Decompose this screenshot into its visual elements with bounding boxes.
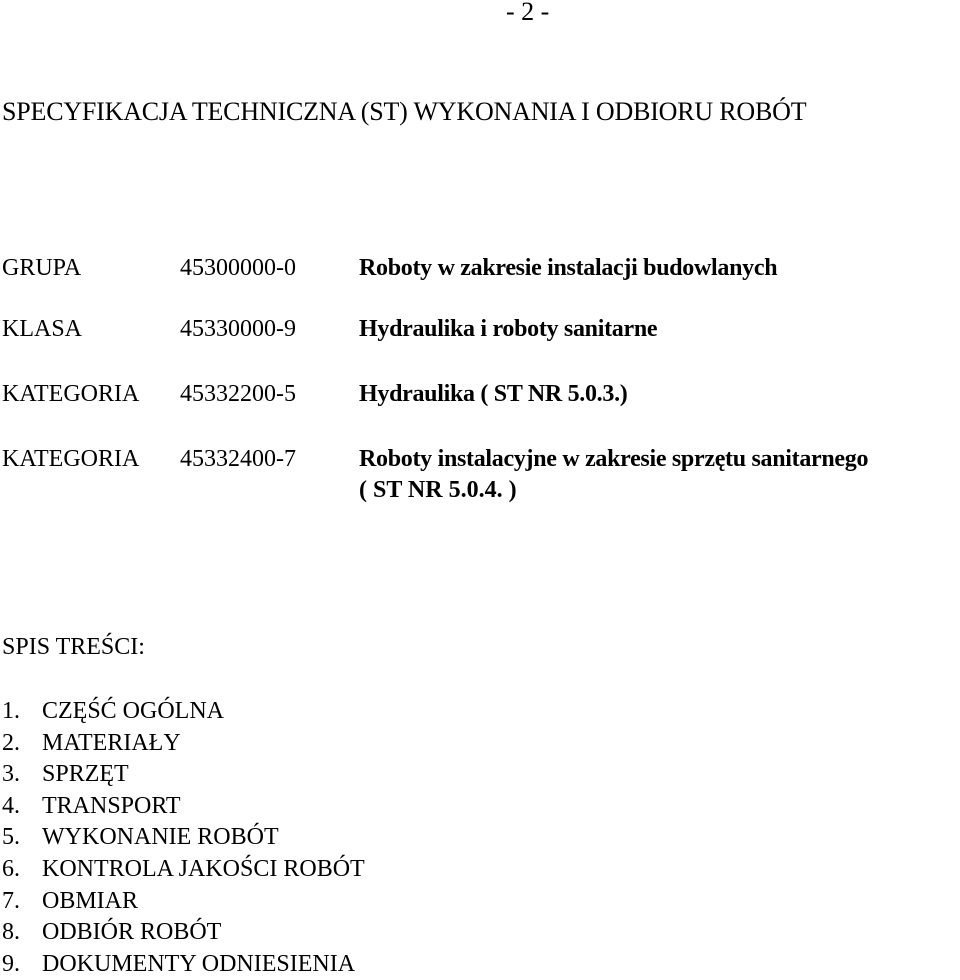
document-title: SPECYFIKACJA TECHNICZNA (ST) WYKONANIA I ODBIORU ROBÓT — [2, 97, 807, 126]
toc-item-number: 3. — [2, 761, 20, 788]
classification-label: GRUPA — [2, 255, 82, 281]
toc-item-label: TRANSPORT — [42, 792, 181, 819]
toc-item-label: WYKONANIE ROBÓT — [42, 824, 279, 851]
toc-item — [2, 696, 365, 728]
toc-item-number: 2. — [2, 729, 20, 756]
classification-code: 45332200-5 — [180, 381, 296, 407]
toc-item — [2, 759, 365, 791]
toc-item-label: CZĘŚĆ OGÓLNA — [42, 698, 225, 724]
toc-item — [2, 949, 365, 980]
toc-item-label: KONTROLA JAKOŚCI ROBÓT — [42, 855, 365, 882]
classification-label: KATEGORIA — [2, 381, 140, 407]
toc-item-number: 4. — [2, 792, 20, 819]
classification-label: KATEGORIA — [2, 446, 140, 472]
toc-item-number: 6. — [2, 855, 20, 882]
classification-description: Roboty instalacyjne w zakresie sprzętu sanitarnego — [359, 446, 869, 472]
toc-item — [2, 791, 365, 823]
classification-code: 45300000-0 — [180, 255, 296, 281]
classification-code: 45332400-7 — [180, 446, 296, 472]
classification-description: Roboty w zakresie instalacji budowlanych — [359, 255, 778, 281]
toc-item — [2, 886, 365, 918]
toc-list — [2, 696, 365, 980]
toc-item-label: MATERIAŁY — [42, 729, 181, 756]
toc-item-number: 1. — [2, 698, 20, 724]
toc-item-number: 9. — [2, 950, 20, 977]
classification-label: KLASA — [2, 316, 83, 342]
toc-item-label: OBMIAR — [42, 887, 139, 914]
page-number: - 2 - — [506, 0, 550, 26]
classification-description-continuation: ( ST NR 5.0.4. ) — [359, 477, 517, 503]
toc-item-number: 5. — [2, 824, 20, 851]
classification-code: 45330000-9 — [180, 316, 296, 342]
classification-description: Hydraulika i roboty sanitarne — [359, 316, 658, 342]
toc-item-number: 8. — [2, 919, 20, 946]
toc-item-label: ODBIÓR ROBÓT — [42, 919, 222, 946]
toc-item — [2, 728, 365, 760]
toc-item — [2, 822, 365, 854]
classification-description: Hydraulika ( ST NR 5.0.3.) — [359, 381, 628, 407]
toc-item-label: DOKUMENTY ODNIESIENIA — [42, 950, 356, 977]
toc-item-number: 7. — [2, 887, 20, 914]
toc-item — [2, 917, 365, 949]
toc-heading: SPIS TREŚCI: — [2, 634, 145, 660]
toc-item — [2, 854, 365, 886]
toc-item-label: SPRZĘT — [42, 761, 129, 788]
